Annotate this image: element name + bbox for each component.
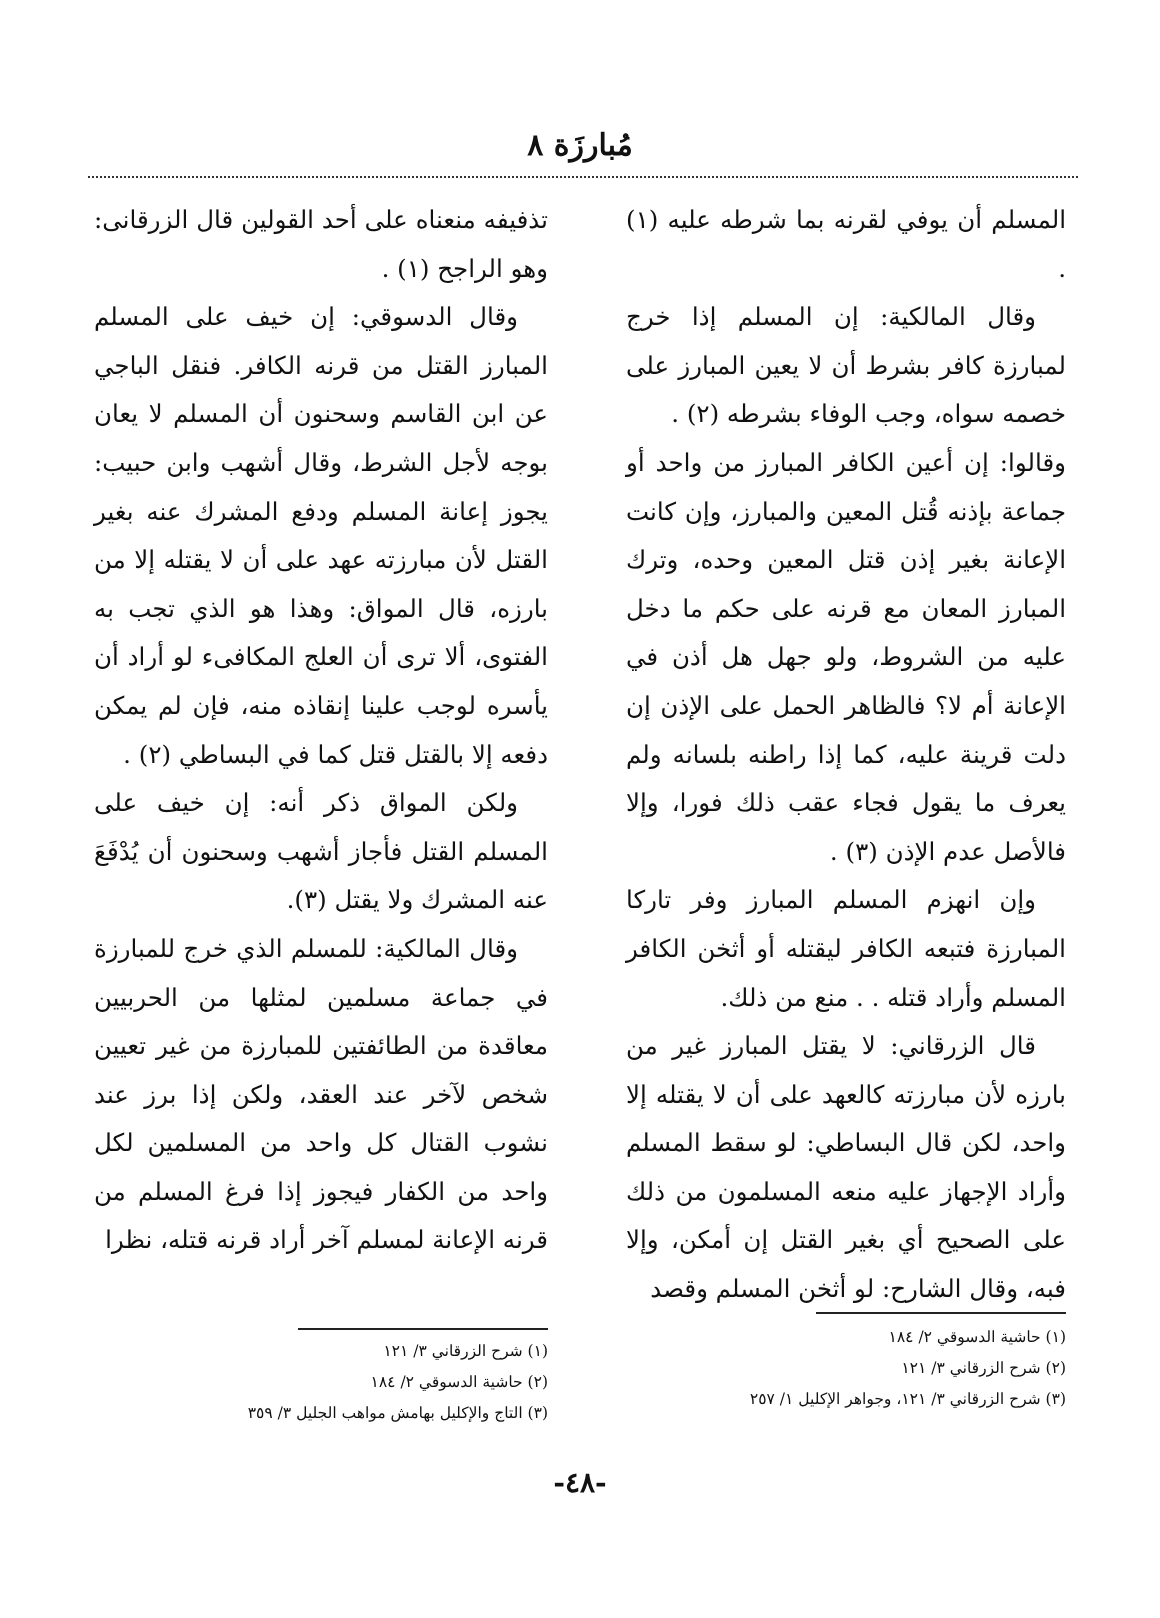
page-number: -٤٨-: [553, 1466, 607, 1499]
right-text-column: [626, 196, 1066, 1314]
footnotes-right: [626, 1322, 1066, 1415]
footnote: (١) شرح الزرقاني ٣/ ١٢١: [383, 1342, 548, 1360]
paragraph: قال الزرقاني: لا يقتل المبارز غير من بارزه لأن مبارزته كالعهد على أن لا يقتله إلا واحد، لكن قال البساطي: لو سقط المسلم وأراد الإجهاز عليه منعه المسلمون من ذلك على الصحيح أي بغير القتل إن أمكن، وإلا فبه، وقال الشارح: لو أثخن المسلم وقصد: [626, 1031, 1066, 1304]
paragraph: ولكن المواق ذكر أنه: إن خيف على المسلم القتل فأجاز أشهب وسحنون أن يُدْفَعَ عنه المشرك ولا يقتل (٣).: [94, 788, 548, 915]
paragraph: وإن انهزم المسلم المبارز وفر تاركا المبارزة فتبعه الكافر ليقتله أو أثخن الكافر المسلم وأراد قتله . . منع من ذلك.: [626, 885, 1066, 1012]
footnote: (٣) شرح الزرقاني ٣/ ١٢١، وجواهر الإكليل ١/ ٢٥٧: [749, 1390, 1066, 1408]
paragraph: وقال المالكية: إن المسلم إذا خرج لمبارزة كافر بشرط أن لا يعين المبارز على خصمه سواه، وجب الوفاء بشرطه (٢) .: [626, 302, 1066, 429]
footnotes-left: [94, 1336, 548, 1429]
header-dotted-rule: [88, 176, 1078, 178]
footnote-separator-left: [298, 1328, 548, 1330]
footnote-separator-right: [816, 1312, 1066, 1314]
paragraph: وقال المالكية: للمسلم الذي خرج للمبارزة في جماعة مسلمين لمثلها من الحربيين معاقدة من الطائفتين للمبارزة من غير تعيين شخص لآخر عند العقد، ولكن إذا برز عند نشوب القتال كل واحد من المسلمين لكل واحد من الكفار فيجوز إذا فرغ المسلم من قرنه الإعانة لمسلم آخر أراد قرنه قتله، نظرا: [94, 933, 548, 1255]
footnote: (١) حاشية الدسوقي ٢/ ١٨٤: [888, 1328, 1066, 1346]
paragraph: وقال الدسوقي: إن خيف على المسلم المبارز القتل من قرنه الكافر. فنقل الباجي عن ابن القاسم وسحنون أن المسلم لا يعان بوجه لأجل الشرط، وقال أشهب وابن حبيب: يجوز إعانة المسلم ودفع المشرك عنه بغير القتل لأن مبارزته عهد على أن لا يقتله إلا من بارزه، قال المواق: وهذا هو الذي تجب به الفتوى، ألا ترى أن العلج المكافىء لو أراد أن يأسره لوجب علينا إنقاذه منه، فإن لم يمكن دفعه إلا بالقتل قتل كما في البساطي (٢) .: [94, 302, 548, 769]
paragraph: وقالوا: إن أعين الكافر المبارز من واحد أو جماعة بإذنه قُتل المعين والمبارز، وإن كانت الإعانة بغير إذن قتل المعين وحده، وترك المبارز المعان مع قرنه على حكم ما دخل عليه من الشروط، ولو جهل هل أذن في الإعانة أم لا؟ فالظاهر الحمل على الإذن إن دلت قرينة عليه، كما إذا راطنه بلسانه ولم يعرف ما يقول فجاء عقب ذلك فورا، وإلا فالأصل عدم الإذن (٣) .: [626, 447, 1066, 866]
footnote: (٢) حاشية الدسوقي ٢/ ١٨٤: [370, 1373, 548, 1391]
running-header: مُبارزَة ٨: [527, 128, 633, 163]
footnote: (٢) شرح الزرقاني ٣/ ١٢١: [901, 1359, 1066, 1377]
footnote: (٣) التاج والإكليل بهامش مواهب الجليل ٣/ ٣٥٩: [247, 1404, 548, 1422]
paragraph: تذفيفه منعناه على أحد القولين قال الزرقانى: وهو الراجح (١) .: [94, 205, 548, 283]
left-text-column: [94, 196, 548, 1265]
paragraph: المسلم أن يوفي لقرنه بما شرطه عليه (١) .: [626, 205, 1066, 283]
